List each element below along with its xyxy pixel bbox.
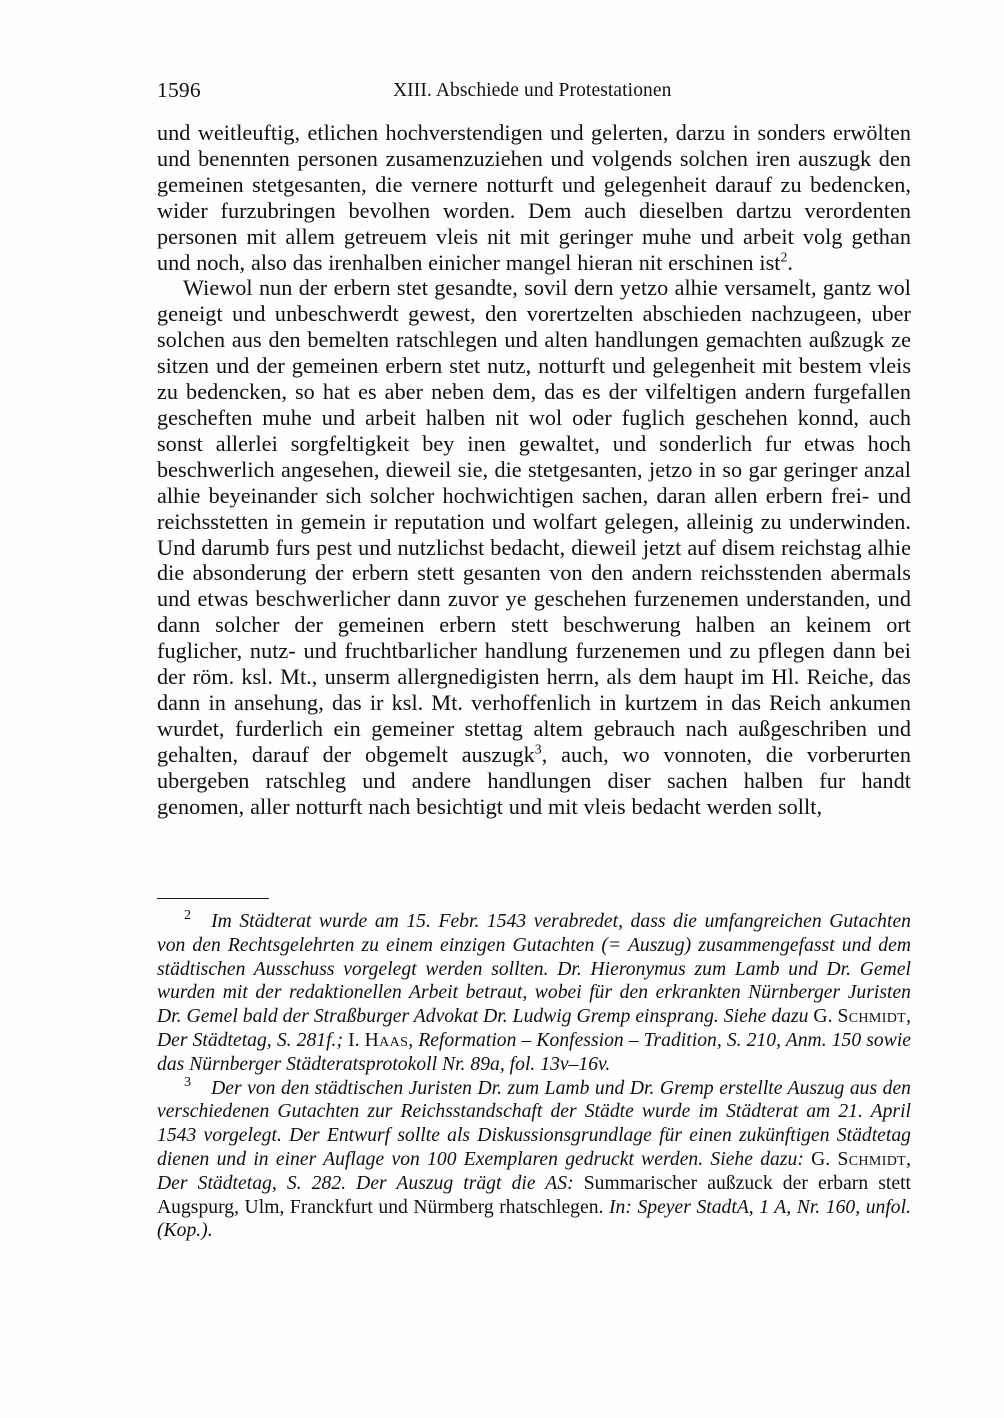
running-head-title: XIII. Abschiede und Protestationen [393, 80, 672, 101]
paragraph-1-tail: . [787, 249, 794, 275]
paragraph-1-text: und weitleuftig, etlichen hochverstendigen und gelerten, darzu in sonders erwölten und benennten personen zusamenzuziehen und volgends solchen iren auszugk den gemeinen stetgesanten, die vernere notturft und gelegenheit darauf zu bedencken, wider furzubringen bevolhen worden. Dem auch dieselben dartzu verordenten personen mit allem getreuem vleis nit mit geringer muhe und arbeit volg gethan und noch, also das irenhalben einicher mangel hieran nit erschinen ist [157, 120, 911, 275]
footnote-3-work-1: , Der Städtetag, S. 282. Der Auszug trägt die AS: [157, 1148, 911, 1194]
footnote-reference-3[interactable]: 3 [534, 741, 542, 757]
footnote-2 [157, 907, 912, 1077]
footnote-2-author-1-initial: G. [813, 1006, 838, 1028]
footnote-2-author-2-initial: I. [348, 1029, 365, 1051]
footnote-2-work-2: , Reformation – Konfession – Tradition, S. 210, Anm. 150 sowie das Nürnberger Städteratsprotokoll Nr. 89a, fol. 13v–16v. [157, 1029, 912, 1075]
footnote-3-text: Der von den städtischen Juristen Dr. zum Lamb und Dr. Gremp erstellte Auszug aus den verschiedenen Gutachten zur Reichsstandschaft der Städte wurde im Städterat am 21. April 1543 vorgelegt. Der Entwurf sollte als Diskussionsgrundlage für einen zukünftigen Städtetag dienen und in einer Auflage von 100 Exemplaren gedruckt werden. Siehe dazu: [157, 1077, 911, 1170]
footnote-3-source: In: Speyer StadtA, 1 A, Nr. 160, unfol. (Kop.). [157, 1196, 911, 1242]
body-text-block [157, 120, 911, 819]
footnote-reference-2[interactable]: 2 [780, 249, 788, 265]
footnote-3-author-1-name: Schmidt [837, 1148, 907, 1170]
footnote-3-roman-title: Summarischer außzuck der erbarn stett Augspurg, Ulm, Franckfurt und Nürmberg rhatschlegen. [157, 1172, 911, 1218]
footnote-2-number: 2 [184, 907, 192, 924]
footnote-3 [157, 1074, 911, 1244]
page-folio-number: 1596 [157, 78, 201, 102]
footnote-3-number: 3 [184, 1074, 192, 1091]
body-paragraph-2 [157, 275, 911, 819]
footnote-2-author-2-name: Haas [364, 1029, 409, 1051]
footnote-section [157, 898, 911, 1243]
footnote-separator-rule [157, 898, 269, 899]
footnote-2-text: Im Städterat wurde am 15. Febr. 1543 verabredet, dass die umfangreichen Gutachten von den Rechtsgelehrten zu einem einzigen Gutachten (= Auszug) zusammengefasst und dem städtischen Ausschuss vorgelegt werden sollten. Dr. Hieronymus zum Lamb und Dr. Gemel wurden mit der redaktionellen Arbeit betraut, wobei für den erkrankten Nürnberger Juristen Dr. Gemel bald der Straßburger Advokat Dr. Ludwig Gremp einsprang. Siehe dazu [157, 911, 911, 1028]
paragraph-2-text-second: , auch, wo vonnoten, die vorberurten ubergeben ratschleg und andere handlungen diser sachen halben fur handt genomen, aller notturft nach besichtigt und mit vleis bedacht werden sollt, [157, 741, 911, 819]
footnote-2-work-1: , Der Städtetag, S. 281f.; [157, 1006, 911, 1051]
footnote-2-author-1-name: Schmidt [837, 1006, 907, 1028]
body-paragraph-1 [157, 120, 911, 275]
footnote-3-author-1-initial: G. [811, 1148, 838, 1170]
paragraph-2-text-first: Wiewol nun der erbern stet gesandte, sovil dern yetzo alhie versamelt, gantz wol geneigt und unbeschwerdt gewest, den vorertzelten abschieden nachzugeen, uber solchen aus den bemelten ratschlegen und alten handlungen gemachten außzugk ze sitzen und der gemeinen erbern stet nutz, notturft und gelegenheit mit bestem vleis zu bedencken, so hat es aber neben dem, das es der vilfeltigen andern furgefallen gescheften muhe und arbeit halben nit wol oder fuglich geschehen konnd, auch sonst allerlei sorgfeltigkeit bey inen gewaltet, und sonderlich fur etwas hoch beschwerlich angesehen, dieweil sie, die stetgesanten, jetzo in so gar geringer anzal alhie beyeinander sich solcher hochwichtigen sachen, daran allen erbern frei- und reichsstetten in gemein ir reputation und wolfart gelegen, alleinig zu underwinden. Und darumb furs pest und nutzlichst bedacht, dieweil jetzt auf disem reichstag alhie die absonderung der erbern stett gesanten von den andern reichsstenden abermals und etwas beschwerlicher dann zuvor ye geschehen furzenemen understanden, und dann solcher der gemeinen erbern stett beschwerung halben an keinem ort fuglicher, nutz- und fruchtbarlicher handlung furzenemen und zu pflegen dann bei der röm. ksl. Mt., unserm allergnedigisten herrn, als dem haupt im Hl. Reiche, das dann in ansehung, das ir ksl. Mt. verhoffenlich in kurtzem in das Reich ankumen wurdet, furderlich ein gemeiner stettag altem gebrauch nach außgeschriben und gehalten, darauf der obgemelt auszugk [157, 275, 911, 767]
running-head [157, 77, 911, 103]
